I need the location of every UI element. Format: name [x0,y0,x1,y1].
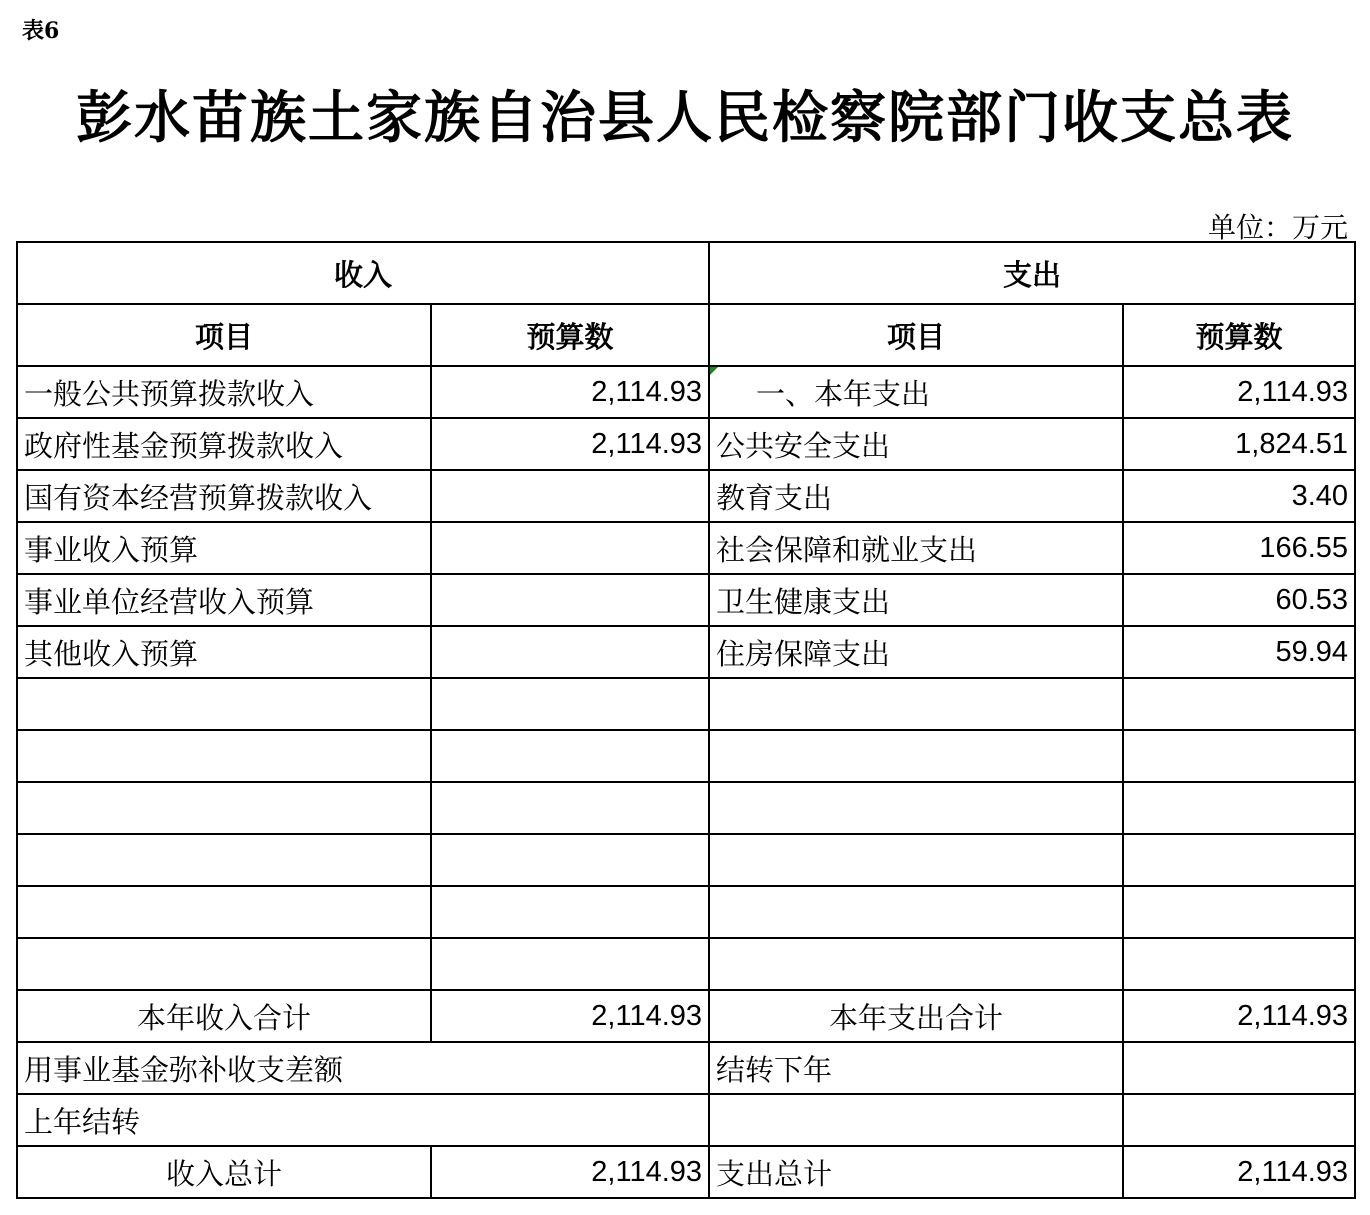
empty-row [17,886,1355,938]
table-row [17,626,1355,678]
expense-value: 1,824.51 [1123,418,1355,470]
expense-value: 59.94 [1123,626,1355,678]
expense-item-header: 项目 [709,304,1123,366]
grand-total-row [17,1146,1355,1198]
empty-cell [431,886,709,938]
fund-gap-label: 用事业基金弥补收支差额 [17,1042,709,1094]
income-year-total-label: 本年收入合计 [17,990,431,1042]
expense-item: 教育支出 [709,470,1123,522]
empty-cell [1123,678,1355,730]
income-value: 2,114.93 [431,418,709,470]
empty-cell [17,678,431,730]
income-year-total-value: 2,114.93 [431,990,709,1042]
empty-row [17,678,1355,730]
income-value [431,574,709,626]
empty-cell [709,1094,1123,1146]
income-budget-header: 预算数 [431,304,709,366]
income-item-header: 项目 [17,304,431,366]
empty-cell [431,938,709,990]
empty-cell [1123,1042,1355,1094]
income-value [431,470,709,522]
section-header-row [17,242,1355,304]
expense-item: 社会保障和就业支出 [709,522,1123,574]
empty-cell [17,938,431,990]
expense-value: 60.53 [1123,574,1355,626]
prior-carry-row [17,1094,1355,1146]
expense-item: 住房保障支出 [709,626,1123,678]
empty-cell [709,678,1123,730]
column-header-row [17,304,1355,366]
empty-row [17,782,1355,834]
income-value [431,626,709,678]
income-item: 其他收入预算 [17,626,431,678]
empty-cell [17,886,431,938]
table-row [17,418,1355,470]
expense-year-total-label: 本年支出合计 [709,990,1123,1042]
empty-row [17,834,1355,886]
expense-year-total-value: 2,114.93 [1123,990,1355,1042]
empty-cell [1123,782,1355,834]
income-item: 事业收入预算 [17,522,431,574]
empty-cell [1123,834,1355,886]
expense-item: 一、本年支出 [709,366,1123,418]
income-item: 一般公共预算拨款收入 [17,366,431,418]
empty-cell [1123,938,1355,990]
expense-grand-total-value: 2,114.93 [1123,1146,1355,1198]
income-value: 2,114.93 [431,366,709,418]
empty-cell [431,782,709,834]
empty-cell [1123,730,1355,782]
table-row [17,574,1355,626]
expense-value: 166.55 [1123,522,1355,574]
empty-cell [709,886,1123,938]
empty-cell [709,834,1123,886]
empty-cell [431,834,709,886]
empty-cell [431,678,709,730]
fund-gap-row [17,1042,1355,1094]
empty-row [17,730,1355,782]
prior-year-carry-label: 上年结转 [17,1094,709,1146]
table-row [17,470,1355,522]
empty-cell [431,730,709,782]
table-row [17,522,1355,574]
empty-cell [1123,886,1355,938]
unit-label: 单位：万元 [1207,211,1348,244]
income-section-header: 收入 [17,242,709,304]
year-total-row [17,990,1355,1042]
expense-value: 2,114.93 [1123,366,1355,418]
expense-item: 卫生健康支出 [709,574,1123,626]
empty-cell [709,782,1123,834]
empty-cell [1123,1094,1355,1146]
income-grand-total-value: 2,114.93 [431,1146,709,1198]
income-item: 政府性基金预算拨款收入 [17,418,431,470]
expense-item: 公共安全支出 [709,418,1123,470]
expense-budget-header: 预算数 [1123,304,1355,366]
income-item: 事业单位经营收入预算 [17,574,431,626]
page-title: 彭水苗族土家族自治县人民检察院部门收支总表 [76,85,1294,151]
income-item: 国有资本经营预算拨款收入 [17,470,431,522]
empty-cell [17,834,431,886]
income-grand-total-label: 收入总计 [17,1146,431,1198]
expense-section-header: 支出 [709,242,1355,304]
carry-next-year-label: 结转下年 [709,1042,1123,1094]
empty-row [17,938,1355,990]
empty-cell [709,730,1123,782]
empty-cell [17,730,431,782]
table-row [17,366,1355,418]
expense-grand-total-label: 支出总计 [709,1146,1123,1198]
empty-cell [709,938,1123,990]
empty-cell [17,782,431,834]
table-number: 表6 [22,18,60,44]
expense-value: 3.40 [1123,470,1355,522]
income-value [431,522,709,574]
budget-table [16,241,1356,1199]
